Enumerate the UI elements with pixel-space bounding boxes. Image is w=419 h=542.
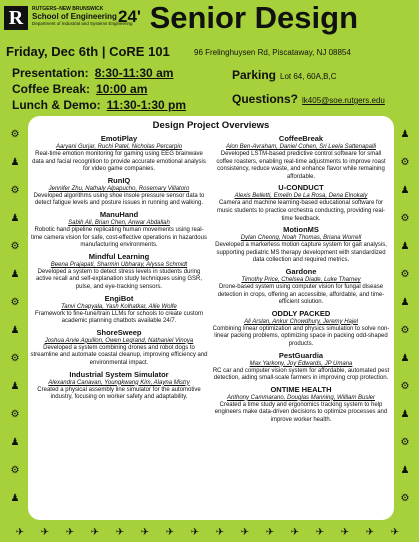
- lunch-time: 11:30-1:30 pm: [106, 98, 187, 112]
- project-authors: Max Yarkony, Joy Edwards, JP Umana: [249, 360, 353, 367]
- questions-label: Questions?: [232, 92, 299, 106]
- project-entry: [30, 252, 208, 292]
- project-description: Drone-based system using computer vision for fungal disease detection in crops, offering an accessible, affordable, and time-efficient solution.: [217, 283, 385, 306]
- drone-icon: ✈: [315, 526, 325, 538]
- project-name: ShoreSweep: [96, 327, 142, 337]
- project-authors: Alexis Belletti, Emelin De La Rosa, Dena Elnokaly: [234, 193, 368, 200]
- gear-and-robot-icon: ♟: [10, 212, 20, 224]
- parking-row: [232, 68, 337, 82]
- gear-and-robot-icon: ⚙: [400, 156, 410, 168]
- drone-icon: ✈: [215, 526, 225, 538]
- project-entry: [212, 183, 390, 223]
- drone-icon: ✈: [65, 526, 75, 538]
- presentation-time: 8:30-11:30 am: [94, 66, 174, 80]
- project-name: U-CONDUCT: [278, 183, 324, 193]
- project-name: Mindful Learning: [88, 251, 150, 261]
- project-entry: [212, 267, 390, 307]
- drone-icon: ✈: [165, 526, 175, 538]
- gear-and-robot-icon: ⚙: [400, 436, 410, 448]
- project-description: Framework to fine-tune/train LLMs for schools to create custom academic planning chatbots available 24/7.: [34, 310, 204, 325]
- gear-and-robot-icon: ♟: [400, 464, 410, 476]
- uni-line2: School of Engineering: [32, 12, 117, 21]
- project-description: Developed a markerless motion capture system for gait analysis, supporting pediatric MS therapy development with standardized data collection and required metrics.: [215, 242, 387, 264]
- project-entry: [212, 134, 390, 181]
- project-entry: [30, 294, 208, 326]
- address: 96 Frelinghuysen Rd, Piscataway, NJ 08854: [194, 48, 351, 57]
- project-authors: Aaryani Gurjar, Ruchi Patel, Nicholas Percarpio: [55, 144, 183, 150]
- project-authors: Tanvi Chapyala, Yash Kolhatkar, Allie Wolfe: [61, 303, 177, 310]
- project-description: Created a time study and ergonomics tracking system to help engineers make data-driven decisions to optimize processes and improve worker health.: [214, 401, 388, 423]
- project-description: Created a physical assembly line simulator for the automotive industry, focusing on worker safety and adaptability.: [37, 386, 201, 401]
- project-description: Developed algorithms using shoe insole pressure sensor data to detect fatigue levels and posture issues in running and walking.: [33, 192, 205, 207]
- gear-and-robot-icon: ⚙: [400, 268, 410, 280]
- drone-icon: ✈: [390, 526, 400, 538]
- gear-and-robot-icon: ♟: [10, 492, 20, 504]
- coffee-label: Coffee Break:: [12, 82, 91, 96]
- project-entry: [212, 309, 390, 349]
- gear-and-robot-icon: ⚙: [10, 240, 20, 252]
- lunch-row: [12, 98, 186, 112]
- page-title: [118, 0, 358, 36]
- drone-icon: ✈: [90, 526, 100, 538]
- gear-and-robot-icon: ⚙: [10, 408, 20, 420]
- gear-and-robot-icon: ⚙: [10, 128, 20, 140]
- project-description: Combining linear optimization and physics simulation to solve non-linear packing problems, optimizing space in packing odd-shaped products.: [212, 325, 390, 347]
- right-project-column: [212, 134, 390, 426]
- project-entry: [30, 328, 208, 368]
- project-name: CoffeeBreak: [278, 134, 324, 143]
- gear-and-robot-icon: ⚙: [10, 296, 20, 308]
- coffee-time: 10:00 am: [96, 82, 148, 96]
- project-name: Industrial System Simulator: [69, 369, 169, 379]
- project-authors: Sabih Ali, Brian Chen, Anwar Abdallah: [68, 219, 170, 226]
- drone-icon: ✈: [190, 526, 200, 538]
- coffee-row: [12, 82, 147, 96]
- project-description: Robotic hand pipeline replicating human movements using real-time camera vision for safe, cost-effective operations in hazardous manufacturing environments.: [31, 226, 207, 249]
- drone-icon: ✈: [290, 526, 300, 538]
- project-name: Gardone: [285, 266, 317, 276]
- gear-and-robot-icon: ⚙: [10, 184, 20, 196]
- presentation-label: Presentation:: [12, 66, 89, 80]
- gear-and-robot-icon: ⚙: [400, 324, 410, 336]
- overview-title: Design Project Overviews: [152, 120, 270, 131]
- title-text: Senior Design: [149, 0, 359, 35]
- drone-icon: ✈: [265, 526, 275, 538]
- drone-icon: ✈: [40, 526, 50, 538]
- gear-and-robot-icon: ⚙: [400, 380, 410, 392]
- project-authors: Ali Arslan, Ankur Chowdhury, Jeremy Hajel: [244, 318, 358, 325]
- project-authors: Joshua Arvie Aguillon, Owen Legrand, Nathaniel Vinoya: [44, 337, 194, 344]
- questions-email-link[interactable]: lk405@soe.rutgers.edu: [302, 96, 385, 105]
- gear-and-robot-icon: ⚙: [10, 352, 20, 364]
- questions-row: [232, 92, 385, 106]
- uni-line3: Department of Industrial and Systems Engineering: [32, 21, 133, 26]
- project-authors: Alexandra Canavan, Youngkwang Kim, Alayna Mistry: [48, 379, 190, 386]
- drone-icon: ✈: [140, 526, 150, 538]
- drone-icon: ✈: [365, 526, 375, 538]
- gear-and-robot-icon: ♟: [10, 268, 20, 280]
- gear-and-robot-icon: ♟: [10, 156, 20, 168]
- gear-and-robot-icon: ♟: [10, 324, 20, 336]
- gear-and-robot-icon: ♟: [400, 240, 410, 252]
- project-name: ONTIME HEALTH: [270, 384, 332, 394]
- gear-and-robot-icon: ♟: [400, 352, 410, 364]
- drone-icon: ✈: [340, 526, 350, 538]
- project-authors: Alon Ben-Avraham, Daniel Cohen, Sri Leela Sattenapalli: [226, 144, 376, 150]
- project-name: EngiBot: [104, 293, 134, 303]
- gear-and-robot-icon: ♟: [10, 436, 20, 448]
- gear-and-robot-icon: ⚙: [400, 212, 410, 224]
- parking-value: Lot 64, 60A,B,C: [280, 72, 337, 81]
- presentation-row: [12, 66, 173, 80]
- gear-and-robot-icon: ⚙: [10, 464, 20, 476]
- project-name: ODDLY PACKED: [271, 308, 331, 318]
- date-room: Friday, Dec 6th | CoRE 101: [6, 44, 170, 59]
- project-authors: Timothy Price, Chelsea Diade, Luke Tharney: [241, 276, 361, 283]
- project-authors: Dylan Cheong, Noah Thomas, Briana Worrell: [240, 235, 362, 242]
- project-entry: [212, 351, 390, 383]
- project-entry: [30, 210, 208, 250]
- gear-and-robot-icon: ♟: [400, 128, 410, 140]
- project-entry: [212, 225, 390, 265]
- project-description: RC car and computer vision system for affordable, automated pest detection, aiding small-scale farmers in improving crop protection.: [212, 367, 390, 382]
- drone-icon: ✈: [15, 526, 25, 538]
- drone-icon: ✈: [240, 526, 250, 538]
- project-authors: Jennifer Zhu, Nathaly Alpapucho, Rosemary Villatoro: [48, 185, 190, 192]
- gear-and-robot-icon: ⚙: [400, 492, 410, 504]
- overview-card: [28, 116, 394, 520]
- gear-and-robot-icon: ♟: [10, 380, 20, 392]
- project-entry: [212, 385, 390, 425]
- year-label: 24': [118, 7, 141, 26]
- uni-line1: RUTGERS–NEW BRUNSWICK: [32, 6, 104, 12]
- project-name: RunIQ: [107, 175, 131, 185]
- drone-icon: ✈: [115, 526, 125, 538]
- parking-label: Parking: [232, 68, 277, 82]
- project-name: PestGuardia: [278, 350, 324, 360]
- project-entry: [30, 176, 208, 208]
- project-name: EmotiPlay: [100, 134, 138, 143]
- project-description: Developed LSTM-based predictive control software for small coffee roasters, enabling real-time adjustments to improve roast consistency, reduce waste, and enhance flavor while remaining affordable.: [216, 151, 386, 180]
- project-description: Real-time emotion monitoring for gaming using EEG brainwave data and facial recognition to provide accurate emotional analysis for video game companies.: [32, 151, 206, 173]
- header: [0, 0, 419, 37]
- project-description: Camera and machine learning-based educational software for music students to practice orchestra conducting, providing real-time feedback.: [216, 200, 386, 222]
- left-project-column: [30, 134, 208, 404]
- project-description: Developed a system to detect stress levels in students during active recall and self-explanation study techniques using GSR, pulse, and eye-tracking sensors.: [35, 268, 203, 290]
- project-description: Developed a system combining drones and robot dogs to streamline and automate coastal cleanup, improving efficiency and environmental impact.: [30, 344, 208, 366]
- project-name: MotionMS: [283, 225, 319, 235]
- project-name: ManuHand: [99, 209, 139, 219]
- lunch-label: Lunch & Demo:: [12, 98, 101, 112]
- project-authors: Anthony Cammarano, Douglas Manning, William Busler: [226, 394, 375, 401]
- rutgers-logo: R: [4, 6, 28, 30]
- project-entry: [30, 134, 208, 174]
- gear-and-robot-icon: ♟: [400, 408, 410, 420]
- project-entry: [30, 370, 208, 402]
- project-authors: Beena Prajapati, Sharmin Ubharay, Alyssa Schmidt: [50, 261, 188, 268]
- gear-and-robot-icon: ♟: [400, 184, 410, 196]
- gear-and-robot-icon: ♟: [400, 296, 410, 308]
